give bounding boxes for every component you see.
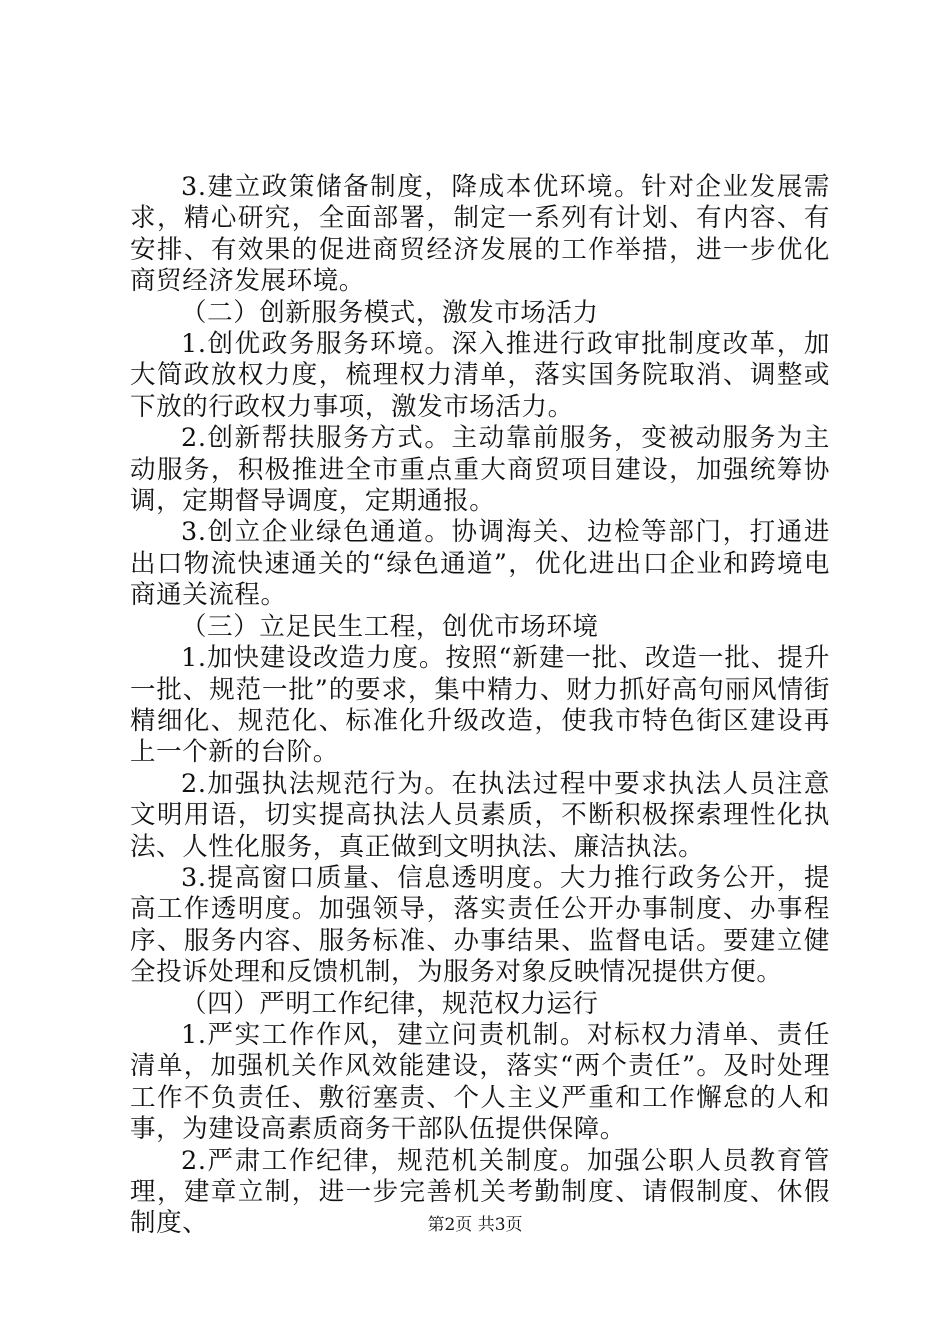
paragraph: 1.严实工作作风，建立问责机制。对标权力清单、责任清单，加强机关作风效能建设，落实“两个责任”。及时处理工作不负责任、敷衍塞责、个人主义严重和工作懈怠的人和事，为建设高素质商务干部队伍提供保障。	[130, 1019, 830, 1145]
paragraph: 2.严肃工作纪律，规范机关制度。加强公职人员教育管理，建章立制，进一步完善机关考勤制度、请假制度、休假制度、	[130, 1145, 830, 1239]
paragraph: 1.创优政务服务环境。深入推进行政审批制度改革，加大简政放权力度，梳理权力清单，落实国务院取消、调整或下放的行政权力事项，激发市场活力。	[130, 329, 830, 422]
document-body	[130, 172, 830, 1240]
section-heading: （二）创新服务模式，激发市场活力	[181, 297, 599, 328]
paragraph: 3.建立政策储备制度，降成本优环境。针对企业发展需求，精心研究，全面部署，制定一系列有计划、有内容、有安排、有效果的促进商贸经济发展的工作举措，进一步优化商贸经济发展环境。	[130, 172, 830, 297]
section-heading: （三）立足民生工程，创优市场环境	[181, 611, 599, 642]
paragraph: 2.加强执法规范行为。在执法过程中要求执法人员注意文明用语，切实提高执法人员素质，不断积极探索理性化执法、人性化服务，真正做到文明执法、廉洁执法。	[130, 768, 830, 862]
page-number-footer: 第2页 共3页	[427, 1215, 523, 1235]
paragraph: 1.加快建设改造力度。按照“新建一批、改造一批、提升一批、规范一批”的要求，集中精力、财力抓好高句丽风情街精细化、规范化、标准化升级改造，使我市特色街区建设再上一个新的台阶。	[130, 643, 830, 768]
paragraph: 2.创新帮扶服务方式。主动靠前服务，变被动服务为主动服务，积极推进全市重点重大商贸项目建设，加强统筹协调，定期督导调度，定期通报。	[130, 423, 830, 517]
paragraph: 3.提高窗口质量、信息透明度。大力推行政务公开，提高工作透明度。加强领导，落实责任公开办事制度、办事程序、服务内容、服务标准、办事结果、监督电话。要建立健全投诉处理和反馈机制，为服务对象反映情况提供方便。	[130, 862, 830, 988]
section-heading: （四）严明工作纪律，规范权力运行	[181, 988, 599, 1019]
paragraph: 3.创立企业绿色通道。协调海关、边检等部门，打通进出口物流快速通关的“绿色通道”，优化进出口企业和跨境电商通关流程。	[130, 517, 830, 611]
